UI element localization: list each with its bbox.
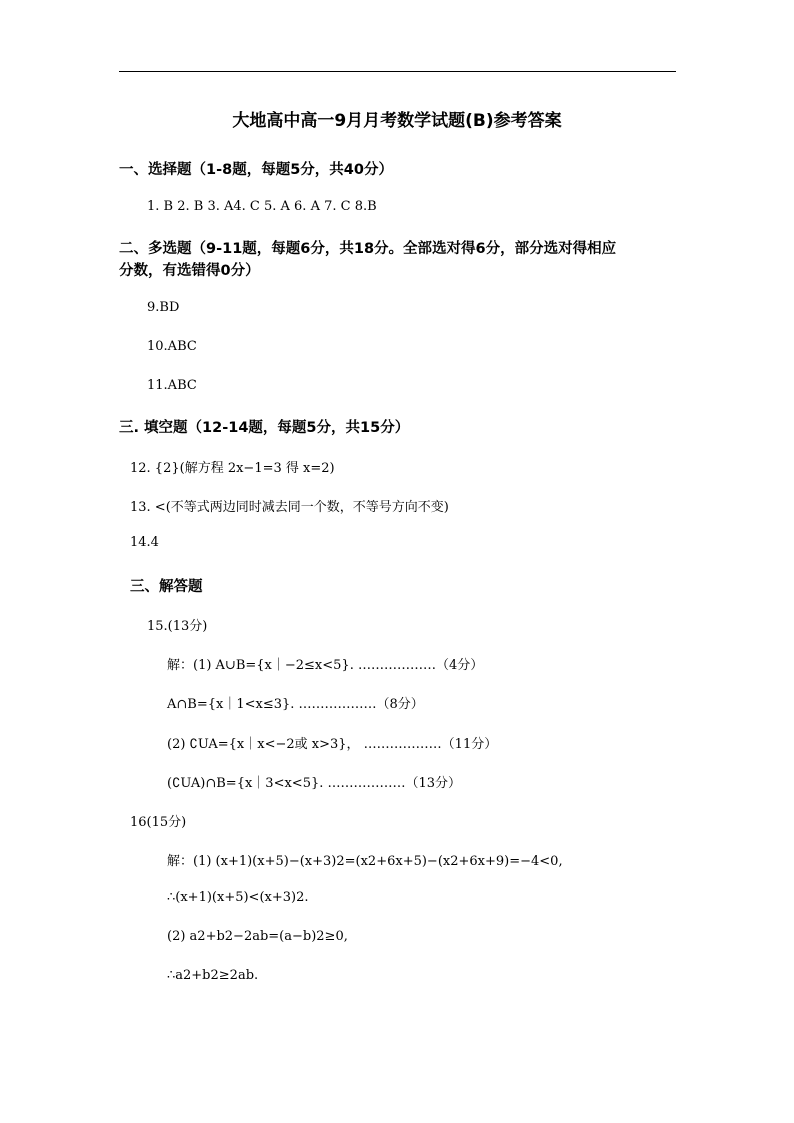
answer-9: 9.BD xyxy=(147,300,180,315)
section-4-heading: 三、解答题 xyxy=(130,579,203,595)
question-15-line-2: A∩B={x｜1<x≤3}. ………………（8分） xyxy=(167,697,424,712)
header-rule xyxy=(119,71,676,72)
answer-11: 11.ABC xyxy=(147,378,197,393)
question-16-line-1: 解：(1) (x+1)(x+5)−(x+3)2=(x2+6x+5)−(x2+6x+9)=−4<0, xyxy=(167,854,563,869)
section-1-answers: 1. B 2. B 3. A4. C 5. A 6. A 7. C 8.B xyxy=(147,199,377,214)
answer-14: 14.4 xyxy=(130,535,159,550)
question-16-line-3: (2) a2+b2−2ab=(a−b)2≥0, xyxy=(167,929,348,944)
question-15-line-1: 解：(1) A∪B={x｜−2≤x<5}. ………………（4分） xyxy=(167,658,484,673)
question-15-line-4: (∁UA)∩B={x｜3<x<5}. ………………（13分） xyxy=(167,776,462,791)
question-16-line-2: ∴(x+1)(x+5)<(x+3)2. xyxy=(167,890,309,905)
answer-13: 13. <(不等式两边同时减去同一个数，不等号方向不变) xyxy=(130,500,449,515)
section-1-heading: 一、选择题（1-8题，每题5分，共40分） xyxy=(119,162,393,178)
page-title: 大地高中高一9月月考数学试题(B)参考答案 xyxy=(232,111,562,131)
question-16-line-4: ∴a2+b2≥2ab. xyxy=(167,968,259,983)
question-15-label: 15.(13分) xyxy=(147,619,208,634)
question-15-line-3: (2) ∁UA={x｜x<−2或 x>3}， ………………（11分） xyxy=(167,737,498,752)
answer-10: 10.ABC xyxy=(147,339,197,354)
answer-12: 12. {2}(解方程 2x−1=3 得 x=2) xyxy=(130,461,335,476)
question-16-label: 16(15分) xyxy=(130,815,187,830)
section-3-heading: 三. 填空题（12-14题，每题5分，共15分） xyxy=(119,420,410,436)
section-2-heading-line-1: 二、多选题（9-11题，每题6分，共18分。全部选对得6分，部分选对得相应 xyxy=(119,241,617,257)
section-2-heading-line-2: 分数，有选错得0分） xyxy=(119,263,260,279)
